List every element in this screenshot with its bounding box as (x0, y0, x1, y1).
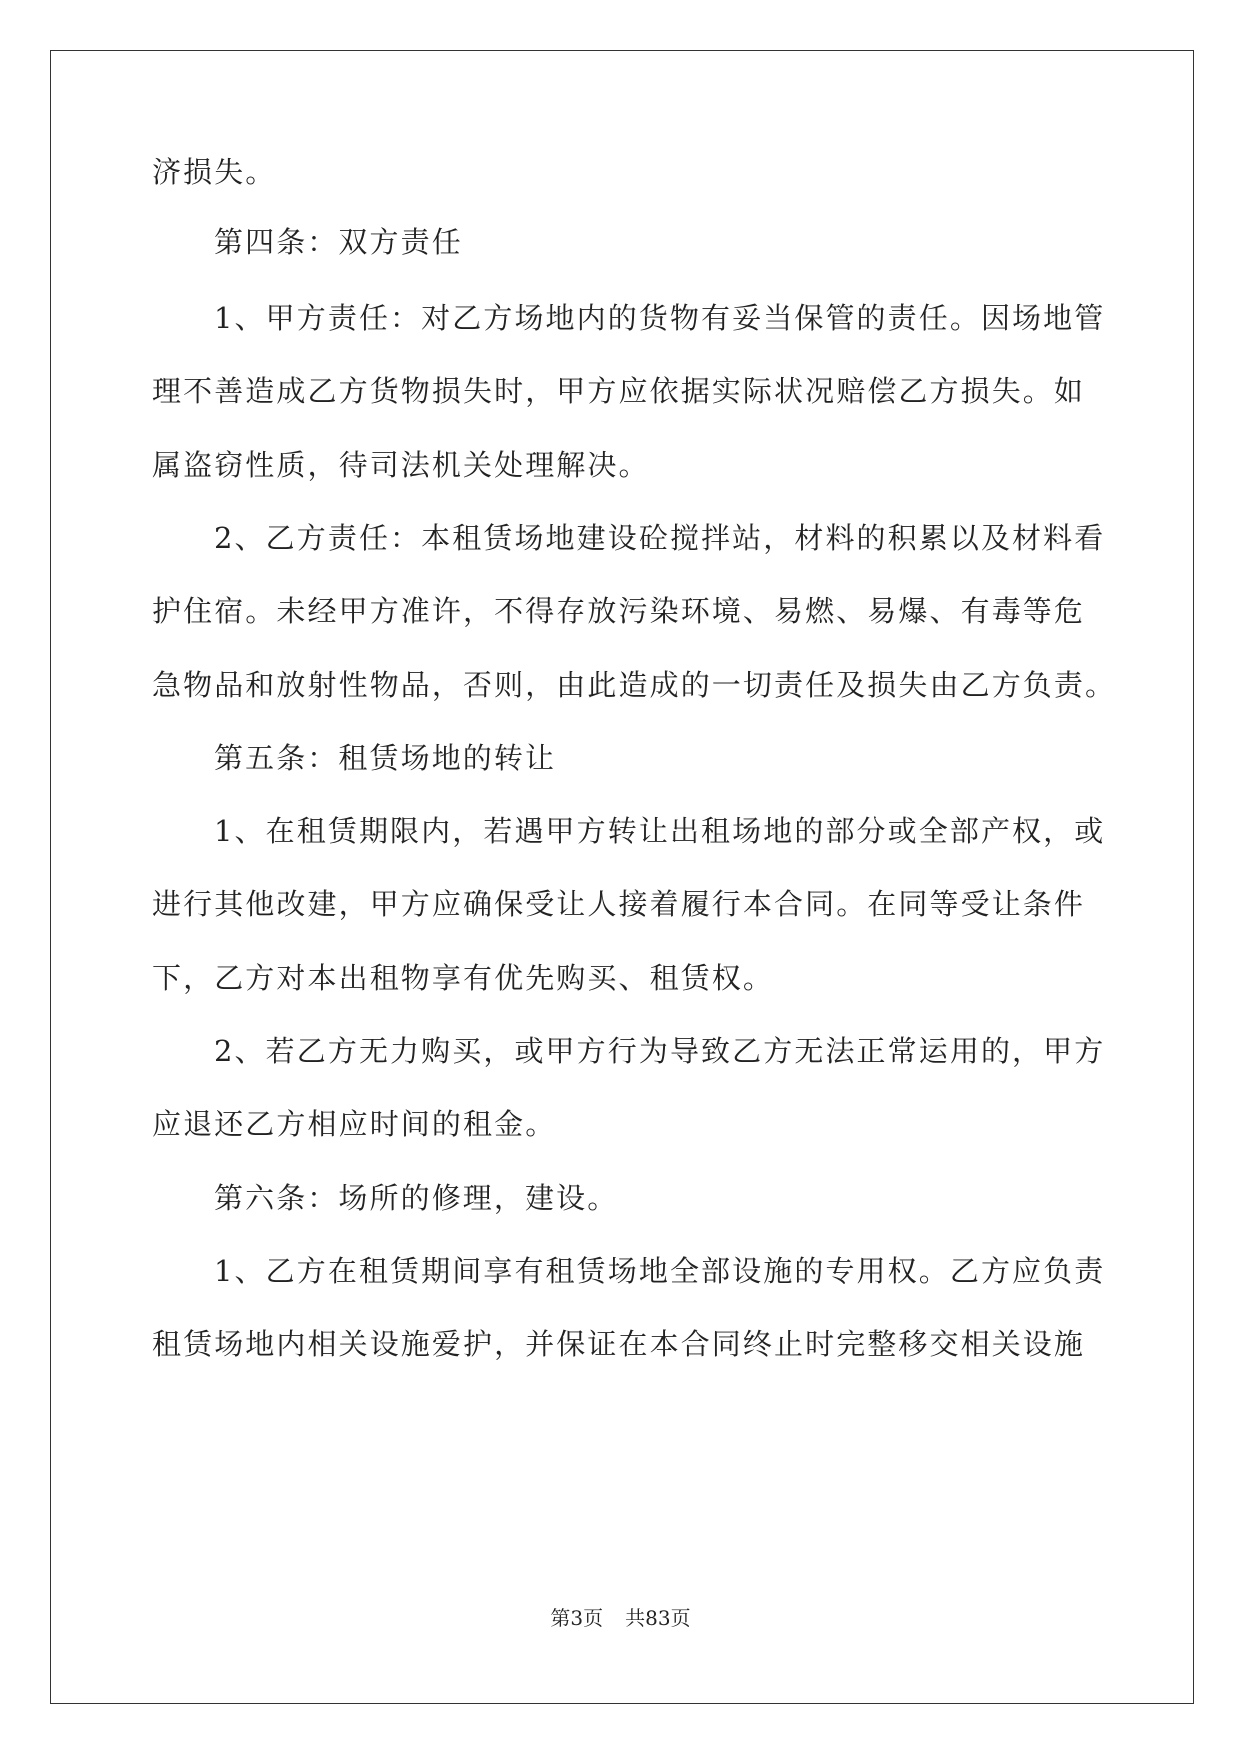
text-line: 急物品和放射性物品，否则，由此造成的一切责任及损失由乙方负责。 (152, 668, 1117, 702)
text-line: 2、乙方责任：本租赁场地建设砼搅拌站，材料的积累以及材料看 (214, 521, 1106, 555)
section-heading: 第四条：双方责任 (214, 225, 463, 259)
page-total: 共83页 (625, 1606, 691, 1630)
section-heading: 第六条：场所的修理，建设。 (214, 1181, 619, 1215)
text-line: 2、若乙方无力购买，或甲方行为导致乙方无法正常运用的，甲方 (214, 1034, 1106, 1068)
text-line: 属盗窃性质，待司法机关处理解决。 (152, 448, 650, 482)
text-line: 租赁场地内相关设施爱护，并保证在本合同终止时完整移交相关设施 (152, 1327, 1086, 1361)
text-line: 应退还乙方相应时间的租金。 (152, 1107, 557, 1141)
text-line: 进行其他改建，甲方应确保受让人接着履行本合同。在同等受让条件 (152, 887, 1086, 921)
text-line: 下，乙方对本出租物享有优先购买、租赁权。 (152, 961, 775, 995)
text-line: 理不善造成乙方货物损失时，甲方应依据实际状况赔偿乙方损失。如 (152, 374, 1086, 408)
text-line: 济损失。 (152, 155, 277, 189)
text-line: 1、在租赁期限内，若遇甲方转让出租场地的部分或全部产权，或 (214, 814, 1106, 848)
text-line: 护住宿。未经甲方准许，不得存放污染环境、易燃、易爆、有毒等危 (152, 594, 1086, 628)
page-number: 第3页 (550, 1606, 604, 1630)
text-line: 1、甲方责任：对乙方场地内的货物有妥当保管的责任。因场地管 (214, 301, 1106, 335)
text-line: 1、乙方在租赁期间享有租赁场地全部设施的专用权。乙方应负责 (214, 1254, 1106, 1288)
page-footer (0, 1604, 1241, 1632)
section-heading: 第五条：租赁场地的转让 (214, 741, 557, 775)
